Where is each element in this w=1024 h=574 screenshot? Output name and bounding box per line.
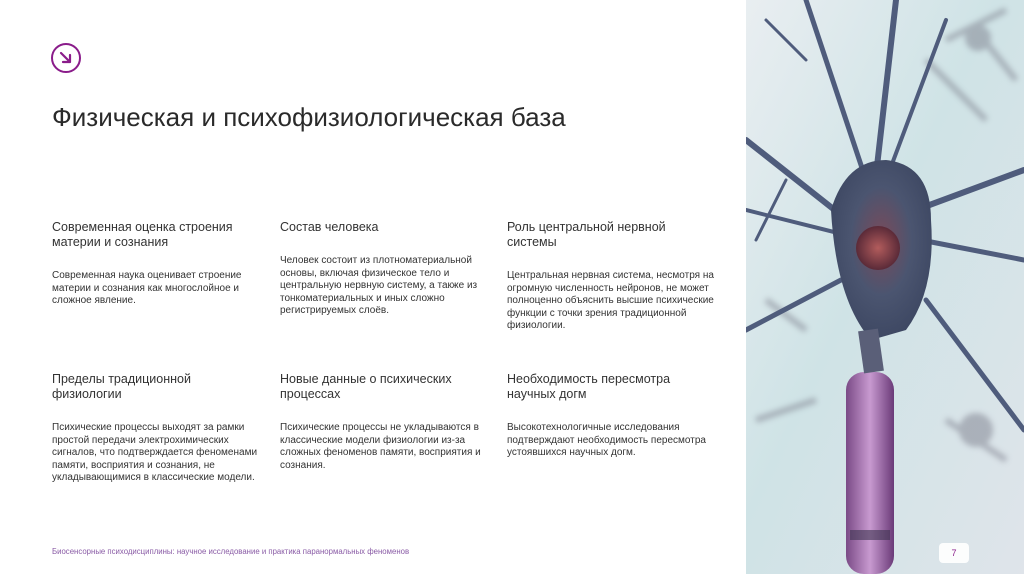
- card-title: Новые данные о психических процессах: [280, 372, 452, 401]
- arrow-down-right-circle-icon: [51, 43, 81, 73]
- card-title: Пределы традиционной физиологии: [52, 372, 191, 401]
- card-cns-role: [507, 220, 717, 333]
- card-title: Роль центральной нервной системы: [507, 220, 666, 249]
- card-matter-consciousness: [52, 220, 262, 308]
- card-title: Необходимость пересмотра научных догм: [507, 372, 671, 401]
- page-number: 7: [939, 543, 969, 563]
- card-title: Современная оценка строения материи и сознания: [52, 220, 233, 249]
- card-new-data: [280, 372, 490, 472]
- card-text: Психические процессы выходят за рамки простой передачи электрохимических сигналов, что подтверждается феноменами памяти, восприятия и сознания, не укладывающимися в классические модели.: [52, 422, 258, 483]
- card-text: Человек состоит из плотноматериальной основы, включая физическое тело и центральную нервную систему, а также из тонкоматериальных и иных сложно регистрируемых слоёв.: [280, 255, 478, 316]
- card-text: Высокотехнологичные исследования подтверждают необходимость пересмотра устоявшихся научных догм.: [507, 422, 706, 458]
- card-text: Современная наука оценивает строение материи и сознания как многослойное и сложное явление.: [52, 270, 242, 306]
- neuron-image: [746, 0, 1024, 574]
- slide-title: Физическая и психофизиологическая база: [52, 102, 566, 132]
- card-title: Состав человека: [280, 220, 379, 234]
- card-text: Центральная нервная система, несмотря на огромную численность нейронов, не может полноценно объяснить высшие психические функции с точки зрения традиционной физиологии.: [507, 270, 714, 331]
- footer-caption: Биосенсорные психодисциплины: научное исследование и практика паранормальных феноменов: [52, 547, 410, 556]
- card-human-composition: [280, 220, 490, 318]
- card-text: Психические процессы не укладываются в классические модели физиологии из-за сложных феноменов памяти, восприятия и сознания.: [280, 422, 481, 471]
- card-dogma-revision: [507, 372, 717, 460]
- card-physiology-limits: [52, 372, 262, 485]
